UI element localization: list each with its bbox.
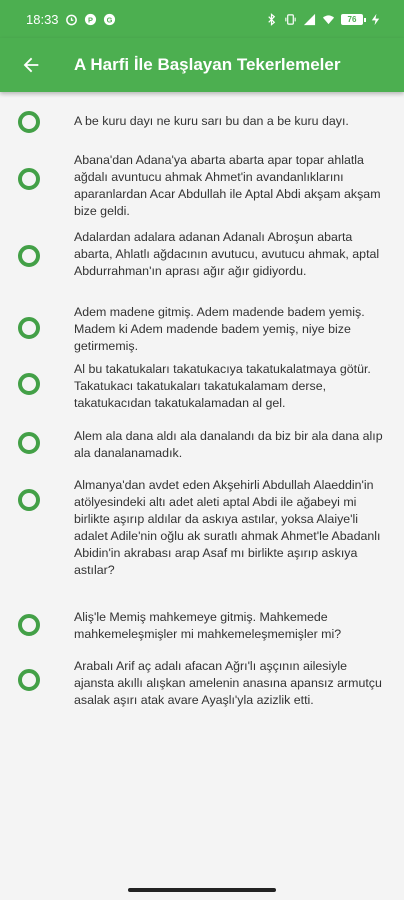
list-item[interactable] xyxy=(0,304,404,358)
list-item[interactable] xyxy=(0,428,404,464)
radio-button-icon[interactable] xyxy=(18,111,40,133)
app-bar xyxy=(0,38,404,92)
status-left xyxy=(26,12,116,27)
list-item[interactable] xyxy=(0,658,404,728)
list-item-text: Almanya'dan avdet eden Akşehirli Abdullah Alaeddin'in atölyesindeki altı adet aleti aptal Abdi ile ağabeyi mi birlikte aşırıp aldılar da askıya astılar, yoksa Alaiye'li adalet Adile'nin oğlu ak suratlı ahmak Ahmet'le Abadanlı Abidin'in akrabası arap Asaf mı birlikte aşırıp askıya astılar? xyxy=(74,478,381,577)
list-item[interactable] xyxy=(0,152,404,222)
wifi-icon xyxy=(322,13,335,26)
radio-button-icon[interactable] xyxy=(18,489,40,511)
home-indicator[interactable] xyxy=(128,888,276,892)
bluetooth-icon xyxy=(265,13,278,26)
radio-button-icon[interactable] xyxy=(18,373,40,395)
app-notification-icon xyxy=(84,13,97,26)
list-item[interactable] xyxy=(0,361,404,415)
svg-text:P: P xyxy=(87,14,93,24)
arrow-left-icon xyxy=(20,54,42,76)
radio-button-icon[interactable] xyxy=(18,245,40,267)
vibrate-icon xyxy=(284,13,297,26)
alarm-icon xyxy=(65,13,78,26)
page-title: A Harfi İle Başlayan Tekerlemeler xyxy=(74,55,341,74)
list-item-text: Alem ala dana aldı ala danalandı da biz bir ala dana alıp ala danalanamadık. xyxy=(74,429,383,460)
list-item-text: Aliş'le Memiş mahkemeye gitmiş. Mahkemede mahkemeleşmişler mi mahkemeleşmemişler mi? xyxy=(74,610,342,641)
list-item-text: Adem madene gitmiş. Adem madende badem yemiş. Madem ki Adem madende badem yemiş, niye bize getirmemiş. xyxy=(74,305,365,353)
signal-icon xyxy=(303,13,316,26)
radio-button-icon[interactable] xyxy=(18,614,40,636)
list-item-text: Arabalı Arif aç adalı afacan Ağrı'lı aşçının ailesiyle ajansta akıllı alışkan amelenin anasına apansız armutçu asalak aşırı atak avare Ayaşlı'yla azizlik etti. xyxy=(74,659,382,707)
battery-level: 76 xyxy=(347,14,357,24)
radio-button-icon[interactable] xyxy=(18,669,40,691)
list-item-text: Al bu takatukaları takatukacıya takatukalatmaya götür. Takatukacı takatukaları takatukalamam derse, takatukacıdan takatukalamadan al gel. xyxy=(74,362,371,410)
radio-button-icon[interactable] xyxy=(18,432,40,454)
list-item[interactable] xyxy=(0,609,404,645)
list-item-text: Abana'dan Adana'ya abarta abarta apar topar ahlatla ağdalı avuntucu ahmak Ahmet'in avandanlıklarını aparanlardan Acar Abdullah ile Aptal Abdi akşam akşam bize geldi. xyxy=(74,153,381,218)
list-item[interactable] xyxy=(0,229,404,299)
list-item-text: Adalardan adalara adanan Adanalı Abroşun abarta abarta, Ahlatlı ağdacının avutucu, avutucu ahmak, aptal Abdurrahman'ın aprası ağır ağır gidiyordu. xyxy=(74,230,380,278)
svg-text:G: G xyxy=(106,14,112,24)
battery-icon xyxy=(341,14,363,25)
back-button[interactable] xyxy=(4,38,58,92)
status-right xyxy=(265,13,382,26)
charging-icon xyxy=(369,13,382,26)
status-bar xyxy=(0,0,404,38)
app-notification-icon-2 xyxy=(103,13,116,26)
list-item[interactable] xyxy=(0,105,404,139)
status-time: 18:33 xyxy=(26,11,59,27)
list-item-text: A be kuru dayı ne kuru sarı bu dan a be kuru dayı. xyxy=(74,114,349,128)
list-item[interactable] xyxy=(0,477,404,589)
radio-button-icon[interactable] xyxy=(18,317,40,339)
radio-button-icon[interactable] xyxy=(18,168,40,190)
